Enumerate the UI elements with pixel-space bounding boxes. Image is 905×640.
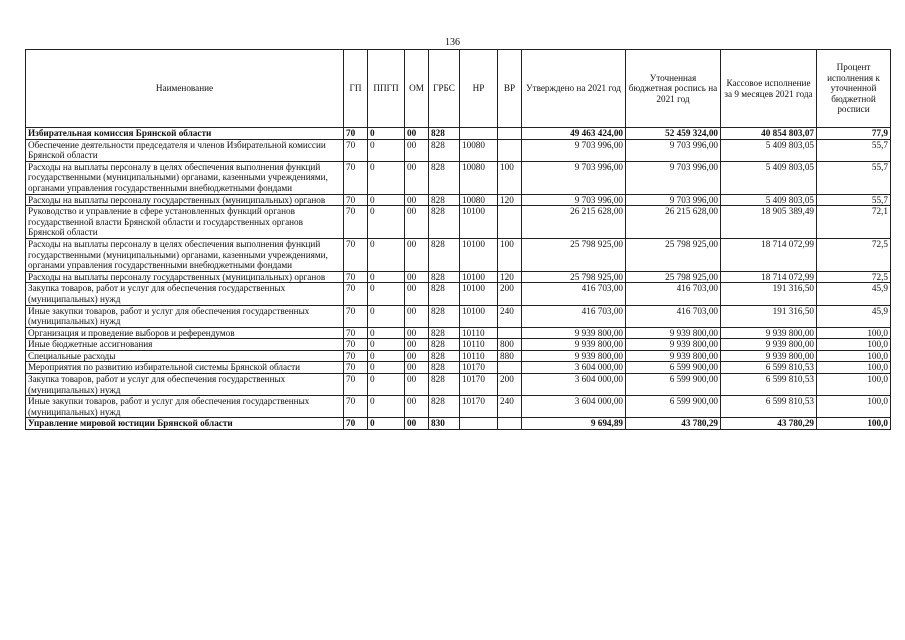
row-vr: 880	[498, 350, 522, 362]
row-gp: 70	[344, 374, 368, 396]
row-om: 00	[405, 283, 429, 305]
table-header-row	[26, 50, 891, 128]
row-ppgp: 0	[368, 327, 405, 339]
row-ppgp: 0	[368, 339, 405, 351]
table-row	[26, 139, 891, 161]
row-approved: 9 703 996,00	[522, 194, 626, 206]
table-row	[26, 238, 891, 271]
row-cash: 5 409 803,05	[721, 139, 817, 161]
row-om: 00	[405, 418, 429, 430]
row-cash: 6 599 810,53	[721, 374, 817, 396]
row-vr: 240	[498, 396, 522, 418]
row-ppgp: 0	[368, 362, 405, 374]
row-name: Закупка товаров, работ и услуг для обеспечения государственных (муниципальных) нужд	[26, 283, 344, 305]
row-om: 00	[405, 139, 429, 161]
row-ppgp: 0	[368, 396, 405, 418]
row-np: 10080	[460, 194, 498, 206]
row-grbs: 828	[429, 362, 460, 374]
row-refined: 6 599 900,00	[626, 362, 721, 374]
row-refined: 9 703 996,00	[626, 194, 721, 206]
row-om: 00	[405, 194, 429, 206]
row-vr	[498, 327, 522, 339]
row-grbs: 828	[429, 339, 460, 351]
table-row	[26, 396, 891, 418]
row-grbs: 828	[429, 396, 460, 418]
row-vr: 200	[498, 374, 522, 396]
row-np: 10100	[460, 305, 498, 327]
row-ppgp: 0	[368, 128, 405, 140]
row-refined: 416 703,00	[626, 283, 721, 305]
row-approved: 416 703,00	[522, 305, 626, 327]
row-refined: 6 599 900,00	[626, 374, 721, 396]
row-np: 10170	[460, 396, 498, 418]
row-ppgp: 0	[368, 194, 405, 206]
row-grbs: 828	[429, 194, 460, 206]
table-row	[26, 305, 891, 327]
header-om: ОМ	[405, 50, 429, 128]
table-row	[26, 362, 891, 374]
row-om: 00	[405, 238, 429, 271]
row-np: 10080	[460, 161, 498, 194]
row-om: 00	[405, 206, 429, 239]
row-gp: 70	[344, 418, 368, 430]
row-name: Организация и проведение выборов и референдумов	[26, 327, 344, 339]
row-np	[460, 418, 498, 430]
row-vr	[498, 206, 522, 239]
row-vr	[498, 362, 522, 374]
row-om: 00	[405, 128, 429, 140]
row-approved: 26 215 628,00	[522, 206, 626, 239]
table-row	[26, 418, 891, 430]
table-row	[26, 161, 891, 194]
row-gp: 70	[344, 194, 368, 206]
table-row	[26, 339, 891, 351]
row-percent: 100,0	[817, 350, 891, 362]
row-grbs: 828	[429, 327, 460, 339]
row-vr: 120	[498, 194, 522, 206]
row-om: 00	[405, 339, 429, 351]
row-np: 10100	[460, 206, 498, 239]
row-refined: 25 798 925,00	[626, 238, 721, 271]
row-cash: 5 409 803,05	[721, 194, 817, 206]
row-percent: 72,5	[817, 238, 891, 271]
row-approved: 25 798 925,00	[522, 238, 626, 271]
row-grbs: 828	[429, 271, 460, 283]
row-cash: 40 854 803,07	[721, 128, 817, 140]
row-name: Расходы на выплаты персоналу в целях обеспечения выполнения функций государственными (муниципальными) органами, казенными учреждениями, органами управления государственными внебюджетными фондами	[26, 238, 344, 271]
row-approved: 416 703,00	[522, 283, 626, 305]
row-vr: 100	[498, 161, 522, 194]
row-grbs: 828	[429, 161, 460, 194]
row-cash: 6 599 810,53	[721, 396, 817, 418]
table-row	[26, 271, 891, 283]
row-name: Иные закупки товаров, работ и услуг для обеспечения государственных (муниципальных) нужд	[26, 396, 344, 418]
header-approved: Утверждено на 2021 год	[522, 50, 626, 128]
row-om: 00	[405, 374, 429, 396]
row-gp: 70	[344, 139, 368, 161]
row-name: Закупка товаров, работ и услуг для обеспечения государственных (муниципальных) нужд	[26, 374, 344, 396]
row-refined: 25 798 925,00	[626, 271, 721, 283]
row-cash: 18 905 389,49	[721, 206, 817, 239]
row-ppgp: 0	[368, 161, 405, 194]
row-om: 00	[405, 362, 429, 374]
row-grbs: 828	[429, 305, 460, 327]
row-name: Расходы на выплаты персоналу государственных (муниципальных) органов	[26, 194, 344, 206]
row-cash: 9 939 800,00	[721, 327, 817, 339]
row-refined: 9 703 996,00	[626, 161, 721, 194]
row-approved: 9 939 800,00	[522, 327, 626, 339]
row-np: 10100	[460, 283, 498, 305]
table-row	[26, 194, 891, 206]
row-ppgp: 0	[368, 238, 405, 271]
header-grbs: ГРБС	[429, 50, 460, 128]
row-approved: 49 463 424,00	[522, 128, 626, 140]
row-ppgp: 0	[368, 374, 405, 396]
row-ppgp: 0	[368, 305, 405, 327]
row-approved: 3 604 000,00	[522, 362, 626, 374]
row-gp: 70	[344, 305, 368, 327]
row-refined: 416 703,00	[626, 305, 721, 327]
row-gp: 70	[344, 283, 368, 305]
row-vr	[498, 128, 522, 140]
row-grbs: 828	[429, 128, 460, 140]
row-refined: 26 215 628,00	[626, 206, 721, 239]
row-percent: 45,9	[817, 305, 891, 327]
row-name: Управление мировой юстиции Брянской области	[26, 418, 344, 430]
row-cash: 191 316,50	[721, 305, 817, 327]
row-name: Руководство и управление в сфере установленных функций органов государственной власти Брянской области и государственных органов Брянской области	[26, 206, 344, 239]
row-vr: 200	[498, 283, 522, 305]
header-cash: Кассовое исполнение за 9 месяцев 2021 года	[721, 50, 817, 128]
row-om: 00	[405, 396, 429, 418]
row-np: 10170	[460, 374, 498, 396]
row-ppgp: 0	[368, 283, 405, 305]
row-ppgp: 0	[368, 206, 405, 239]
row-om: 00	[405, 327, 429, 339]
row-vr: 120	[498, 271, 522, 283]
row-cash: 43 780,29	[721, 418, 817, 430]
row-gp: 70	[344, 362, 368, 374]
row-name: Мероприятия по развитию избирательной системы Брянской области	[26, 362, 344, 374]
row-ppgp: 0	[368, 418, 405, 430]
row-refined: 52 459 324,00	[626, 128, 721, 140]
row-np: 10110	[460, 327, 498, 339]
row-gp: 70	[344, 339, 368, 351]
row-approved: 9 939 800,00	[522, 339, 626, 351]
row-cash: 18 714 072,99	[721, 238, 817, 271]
row-name: Расходы на выплаты персоналу государственных (муниципальных) органов	[26, 271, 344, 283]
row-gp: 70	[344, 327, 368, 339]
budget-table	[25, 49, 891, 430]
table-row	[26, 206, 891, 239]
row-name: Иные бюджетные ассигнования	[26, 339, 344, 351]
row-cash: 9 939 800,00	[721, 350, 817, 362]
row-percent: 77,9	[817, 128, 891, 140]
header-gp: ГП	[344, 50, 368, 128]
row-percent: 45,9	[817, 283, 891, 305]
row-np: 10100	[460, 271, 498, 283]
row-refined: 9 939 800,00	[626, 327, 721, 339]
row-percent: 100,0	[817, 418, 891, 430]
row-vr: 800	[498, 339, 522, 351]
row-om: 00	[405, 161, 429, 194]
row-refined: 6 599 900,00	[626, 396, 721, 418]
row-percent: 72,1	[817, 206, 891, 239]
row-cash: 9 939 800,00	[721, 339, 817, 351]
row-gp: 70	[344, 206, 368, 239]
row-approved: 25 798 925,00	[522, 271, 626, 283]
row-approved: 3 604 000,00	[522, 396, 626, 418]
row-name: Обеспечение деятельности председателя и членов Избирательной комиссии Брянской области	[26, 139, 344, 161]
row-vr	[498, 139, 522, 161]
table-row	[26, 283, 891, 305]
row-percent: 100,0	[817, 396, 891, 418]
row-grbs: 828	[429, 238, 460, 271]
header-ppgp: ППГП	[368, 50, 405, 128]
row-gp: 70	[344, 396, 368, 418]
row-ppgp: 0	[368, 350, 405, 362]
row-percent: 55,7	[817, 194, 891, 206]
row-refined: 9 939 800,00	[626, 350, 721, 362]
row-cash: 6 599 810,53	[721, 362, 817, 374]
row-np: 10110	[460, 339, 498, 351]
row-approved: 9 703 996,00	[522, 161, 626, 194]
row-percent: 100,0	[817, 327, 891, 339]
row-gp: 70	[344, 271, 368, 283]
row-om: 00	[405, 305, 429, 327]
table-row	[26, 374, 891, 396]
row-np: 10110	[460, 350, 498, 362]
row-np: 10080	[460, 139, 498, 161]
row-percent: 100,0	[817, 374, 891, 396]
row-gp: 70	[344, 238, 368, 271]
row-grbs: 830	[429, 418, 460, 430]
row-om: 00	[405, 271, 429, 283]
row-cash: 5 409 803,05	[721, 161, 817, 194]
row-gp: 70	[344, 350, 368, 362]
row-percent: 100,0	[817, 362, 891, 374]
row-vr: 100	[498, 238, 522, 271]
row-refined: 43 780,29	[626, 418, 721, 430]
row-gp: 70	[344, 161, 368, 194]
table-row	[26, 327, 891, 339]
row-cash: 18 714 072,99	[721, 271, 817, 283]
row-refined: 9 939 800,00	[626, 339, 721, 351]
row-np: 10170	[460, 362, 498, 374]
row-grbs: 828	[429, 139, 460, 161]
row-name: Иные закупки товаров, работ и услуг для обеспечения государственных (муниципальных) нужд	[26, 305, 344, 327]
header-name: Наименование	[26, 50, 344, 128]
row-approved: 9 703 996,00	[522, 139, 626, 161]
row-grbs: 828	[429, 350, 460, 362]
row-percent: 55,7	[817, 161, 891, 194]
row-percent: 72,5	[817, 271, 891, 283]
row-name: Избирательная комиссия Брянской области	[26, 128, 344, 140]
row-grbs: 828	[429, 283, 460, 305]
row-refined: 9 703 996,00	[626, 139, 721, 161]
header-np: НР	[460, 50, 498, 128]
row-name: Специальные расходы	[26, 350, 344, 362]
header-vr: ВР	[498, 50, 522, 128]
row-grbs: 828	[429, 374, 460, 396]
row-approved: 3 604 000,00	[522, 374, 626, 396]
table-row	[26, 350, 891, 362]
row-ppgp: 0	[368, 139, 405, 161]
row-vr	[498, 418, 522, 430]
row-grbs: 828	[429, 206, 460, 239]
row-np	[460, 128, 498, 140]
row-om: 00	[405, 350, 429, 362]
table-row	[26, 128, 891, 140]
page-number: 136	[445, 37, 460, 48]
header-percent: Процент исполнения к уточненной бюджетной росписи	[817, 50, 891, 128]
row-ppgp: 0	[368, 271, 405, 283]
header-refined: Уточненная бюджетная роспись на 2021 год	[626, 50, 721, 128]
row-name: Расходы на выплаты персоналу в целях обеспечения выполнения функций государственными (муниципальными) органами, казенными учреждениями, органами управления государственными внебюджетными фондами	[26, 161, 344, 194]
row-vr: 240	[498, 305, 522, 327]
row-gp: 70	[344, 128, 368, 140]
row-np: 10100	[460, 238, 498, 271]
row-cash: 191 316,50	[721, 283, 817, 305]
row-percent: 100,0	[817, 339, 891, 351]
row-percent: 55,7	[817, 139, 891, 161]
row-approved: 9 694,89	[522, 418, 626, 430]
row-approved: 9 939 800,00	[522, 350, 626, 362]
